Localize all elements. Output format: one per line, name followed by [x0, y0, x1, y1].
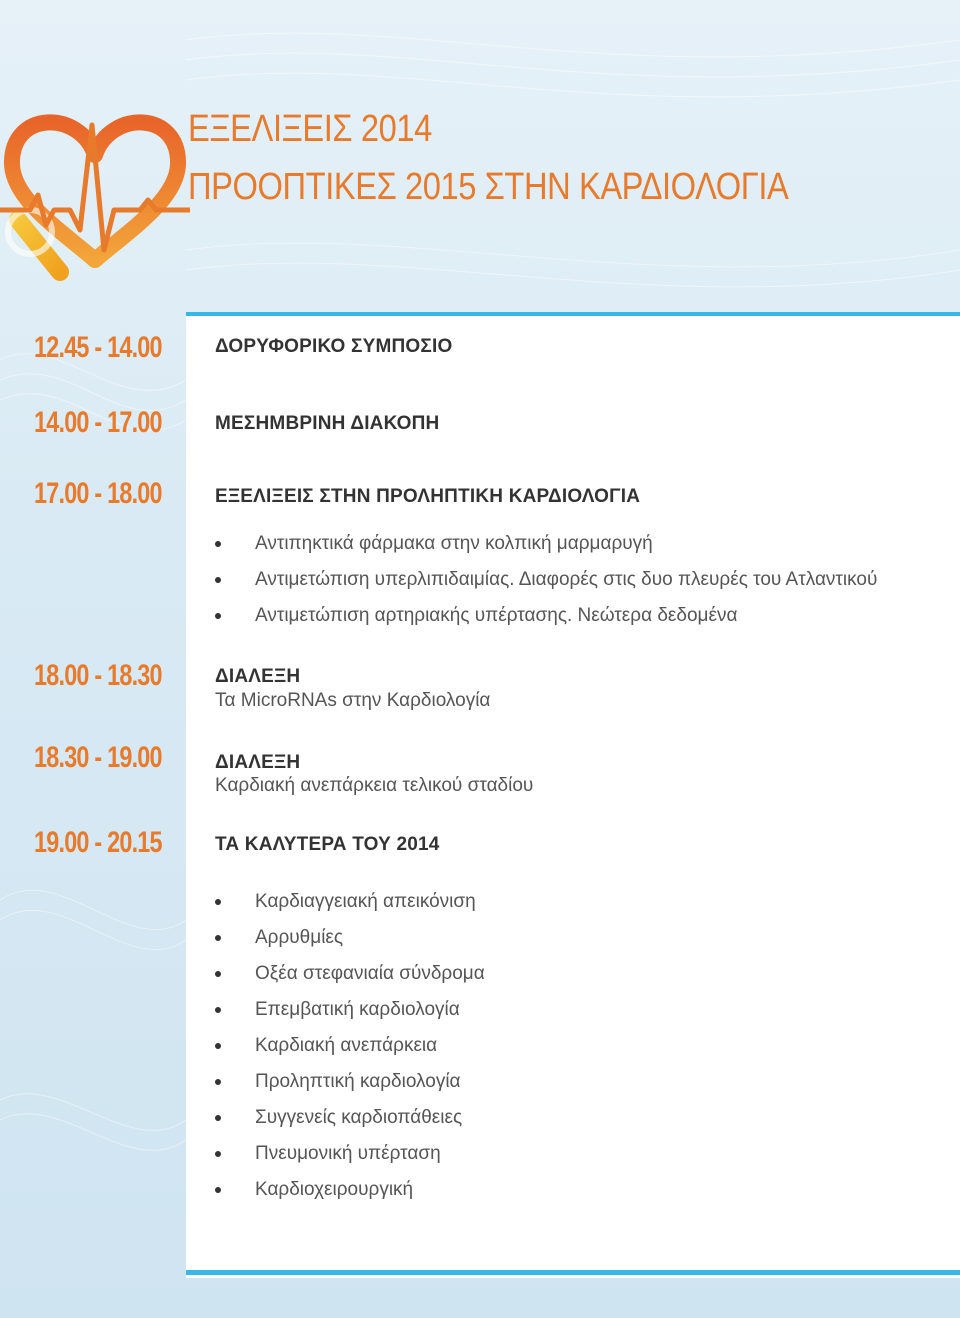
- topic-text: Καρδιοχειρουργική: [255, 1179, 414, 1200]
- bullet-icon: [215, 577, 221, 583]
- time-slot: 12.45 - 14.00: [34, 331, 162, 364]
- topic-text: Οξέα στεφανιαία σύνδρομα: [255, 963, 485, 984]
- topic-text: Αντιμετώπιση υπερλιπιδαιμίας. Διαφορές στις δυο πλευρές του Ατλαντικού: [255, 569, 878, 590]
- topic-text: Αντιπηκτικά φάρμακα στην κολπική μαρμαρυγή: [255, 533, 653, 554]
- bullet-icon: [215, 613, 221, 619]
- session-title: ΔΙΑΛΕΞΗ: [215, 666, 301, 687]
- list-item: [215, 598, 877, 634]
- list-item: [215, 1100, 485, 1136]
- topic-text: Αντιμετώπιση αρτηριακής υπέρτασης. Νεώτερα δεδομένα: [255, 605, 738, 626]
- topic-text: Αρρυθμίες: [255, 927, 344, 948]
- panel-bottom-rule: [186, 1270, 960, 1275]
- bullet-icon: [215, 1007, 221, 1013]
- list-item: [215, 884, 485, 920]
- topic-text: Συγγενείς καρδιοπάθειες: [255, 1107, 463, 1128]
- topic-text: Επεμβατική καρδιολογία: [255, 999, 460, 1020]
- list-item: [215, 1136, 485, 1172]
- session-title: ΜΕΣΗΜΒΡΙΝΗ ΔΙΑΚΟΠΗ: [215, 413, 440, 434]
- bullet-icon: [215, 935, 221, 941]
- list-item: [215, 992, 485, 1028]
- session-title: ΤΑ ΚΑΛΥΤΕΡΑ ΤΟΥ 2014: [215, 834, 440, 855]
- page-title-line1: ΕΞΕΛΙΞΕΙΣ 2014: [188, 108, 432, 150]
- session-title: ΕΞΕΛΙΞΕΙΣ ΣΤΗΝ ΠΡΟΛΗΠΤΙΚΗ ΚΑΡΔΙΟΛΟΓΙΑ: [215, 486, 641, 507]
- time-slot: 17.00 - 18.00: [34, 477, 162, 510]
- topic-list: [215, 526, 877, 634]
- list-item: [215, 526, 877, 562]
- topic-list: [215, 884, 485, 1208]
- page-title-line2: ΠΡΟΟΠΤΙΚΕΣ 2015 ΣΤΗΝ ΚΑΡΔΙΟΛΟΓΙΑ: [188, 166, 789, 208]
- time-slot: 19.00 - 20.15: [34, 826, 162, 859]
- session-subtitle: Τα MicroRNAs στην Καρδιολογία: [215, 690, 491, 711]
- topic-text: Καρδιακή ανεπάρκεια: [255, 1035, 438, 1056]
- list-item: [215, 1028, 485, 1064]
- bullet-icon: [215, 1079, 221, 1085]
- bullet-icon: [215, 1151, 221, 1157]
- list-item: [215, 920, 485, 956]
- time-slot: 18.30 - 19.00: [34, 741, 162, 774]
- bullet-icon: [215, 1115, 221, 1121]
- session-title: ΔΙΑΛΕΞΗ: [215, 752, 301, 773]
- list-item: [215, 562, 877, 598]
- session-subtitle: Καρδιακή ανεπάρκεια τελικού σταδίου: [215, 775, 534, 796]
- topic-text: Πνευμονική υπέρταση: [255, 1143, 441, 1164]
- bullet-icon: [215, 1043, 221, 1049]
- session-title: ΔΟΡΥΦΟΡΙΚΟ ΣΥΜΠΟΣΙΟ: [215, 336, 453, 357]
- heart-ecg-logo-icon: [0, 100, 190, 290]
- list-item: [215, 1172, 485, 1208]
- bullet-icon: [215, 1187, 221, 1193]
- topic-text: Προληπτική καρδιολογία: [255, 1071, 461, 1092]
- bullet-icon: [215, 971, 221, 977]
- topic-text: Καρδιαγγειακή απεικόνιση: [255, 891, 476, 912]
- list-item: [215, 956, 485, 992]
- time-slot: 14.00 - 17.00: [34, 406, 162, 439]
- time-slot: 18.00 - 18.30: [34, 659, 162, 692]
- bullet-icon: [215, 541, 221, 547]
- list-item: [215, 1064, 485, 1100]
- bullet-icon: [215, 899, 221, 905]
